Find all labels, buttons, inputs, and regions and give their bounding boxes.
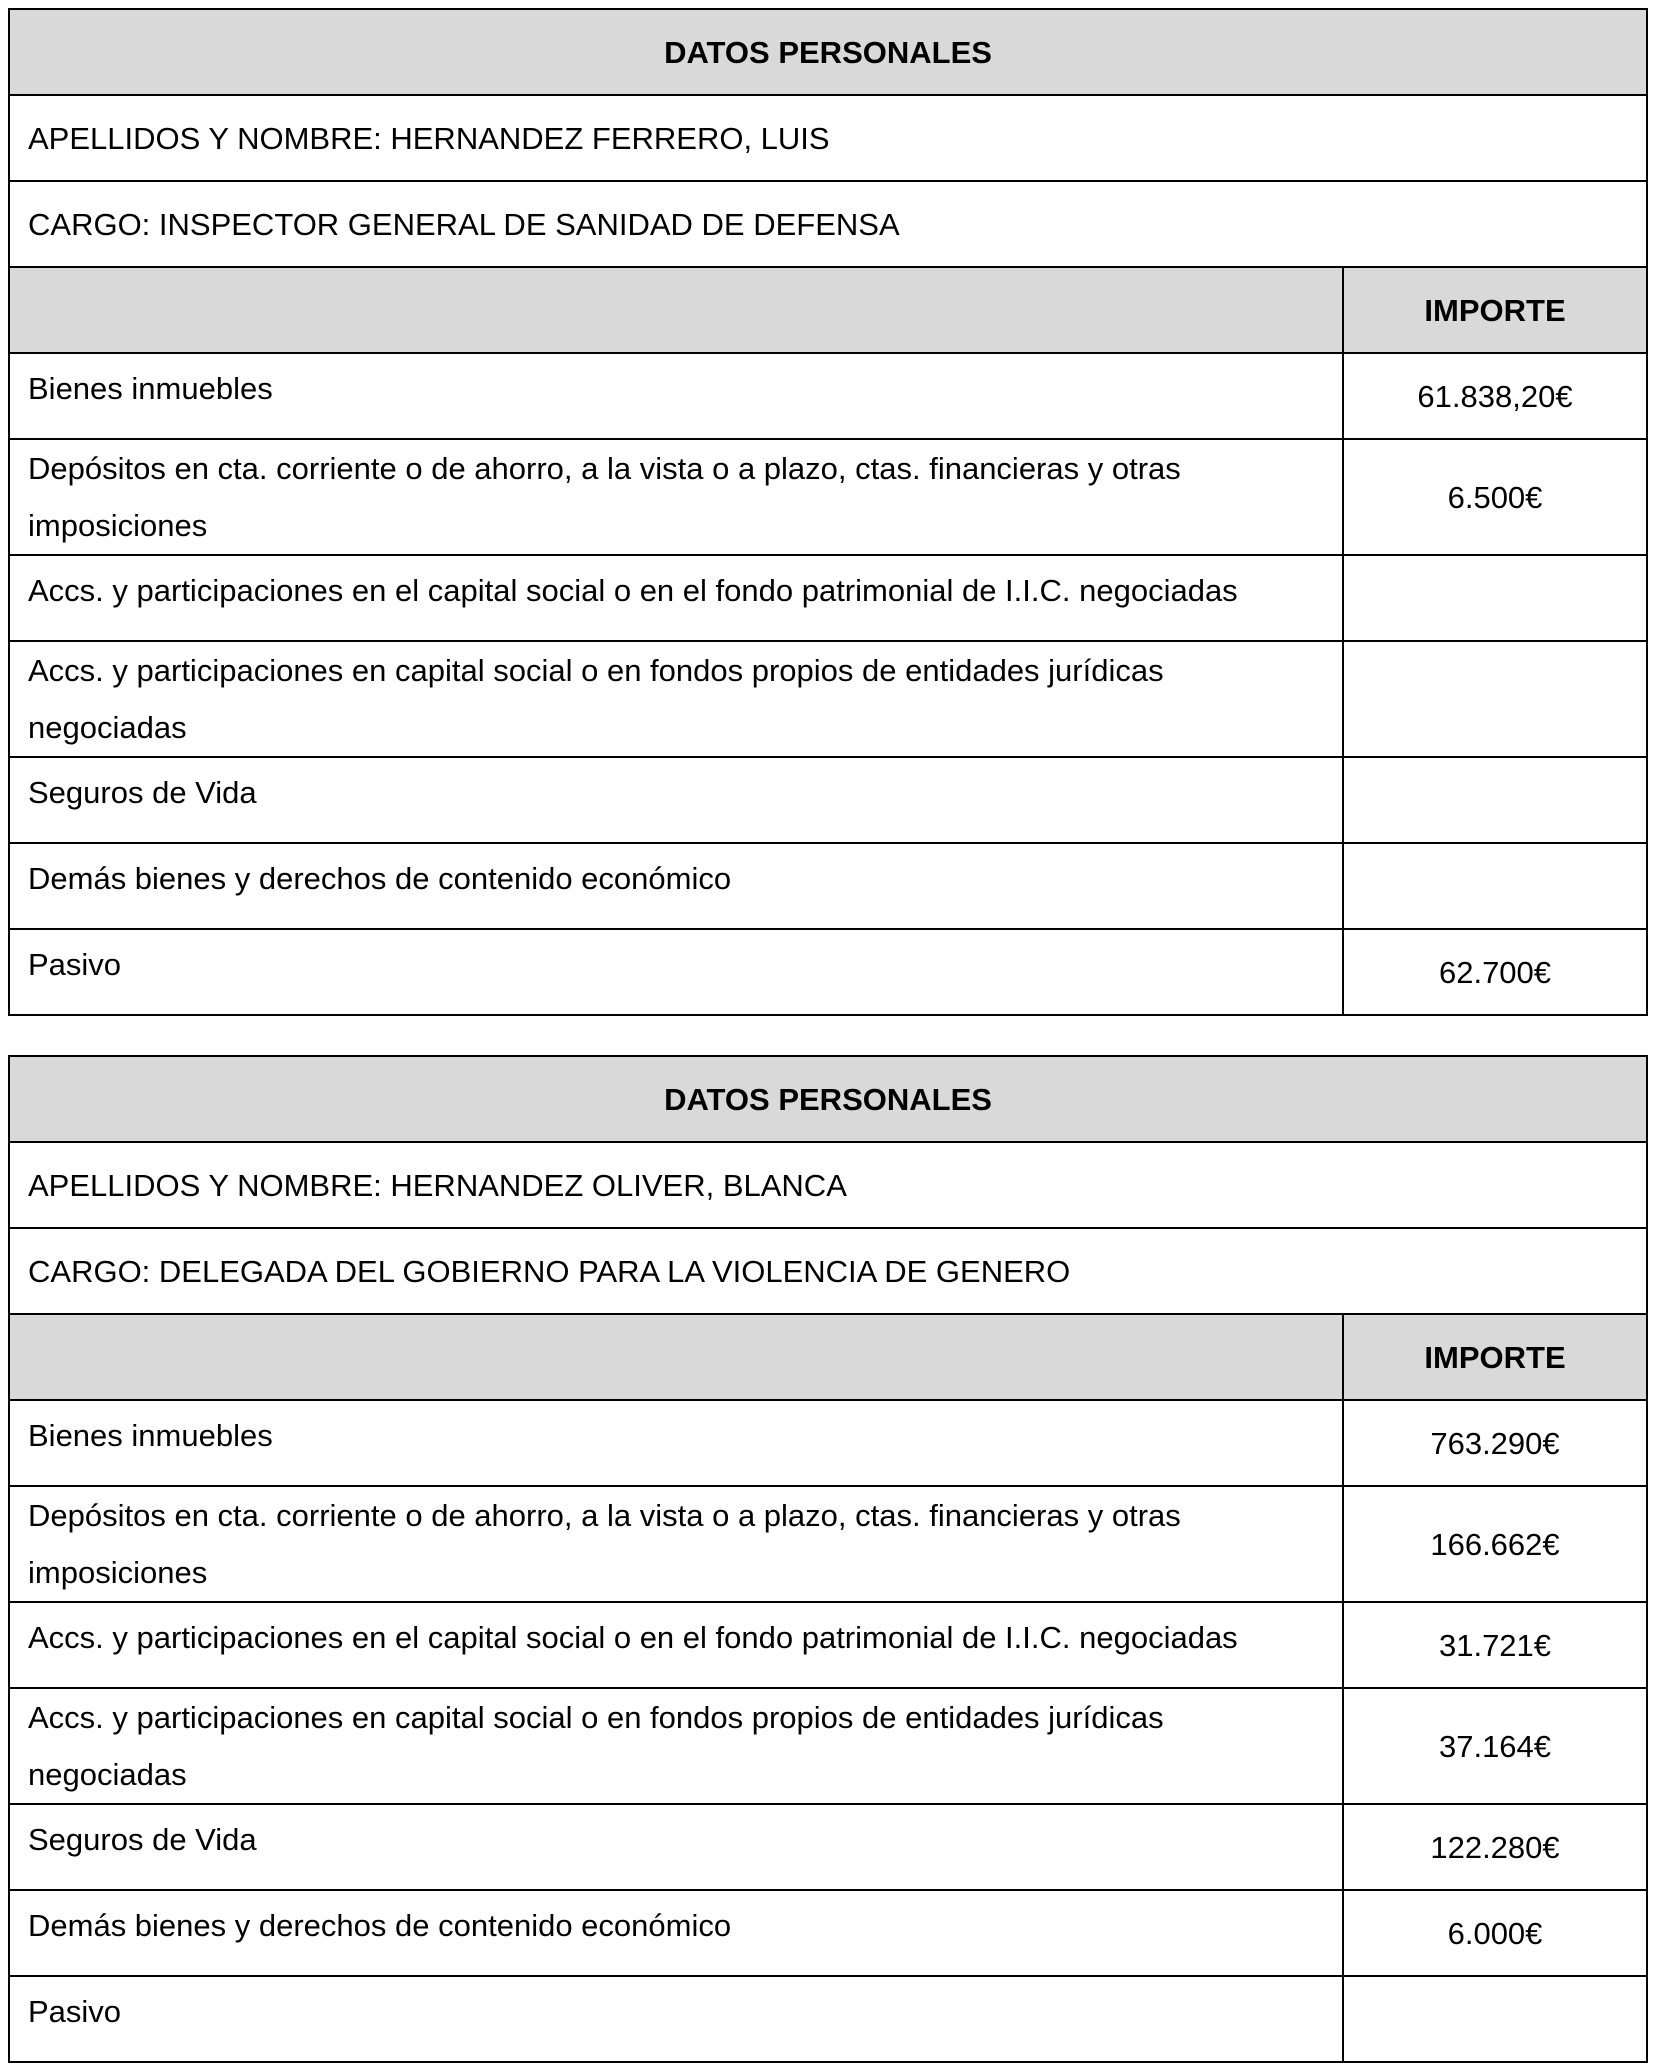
row-amount: 62.700€: [1343, 929, 1647, 1015]
row-label: Demás bienes y derechos de contenido económico: [9, 1890, 1343, 1976]
row-amount: 122.280€: [1343, 1804, 1647, 1890]
row-amount: [1343, 555, 1647, 641]
table-row: [9, 1486, 1647, 1602]
table-row: [9, 353, 1647, 439]
table-row: [9, 439, 1647, 555]
row-label: Seguros de Vida: [9, 757, 1343, 843]
section-title: DATOS PERSONALES: [9, 1056, 1647, 1142]
table-row: [9, 757, 1647, 843]
name-line: APELLIDOS Y NOMBRE: HERNANDEZ OLIVER, BLANCA: [9, 1142, 1647, 1228]
table-row: [9, 1400, 1647, 1486]
table-row: [9, 1602, 1647, 1688]
table-row: [9, 929, 1647, 1015]
row-label: Pasivo: [9, 929, 1343, 1015]
cargo-line: CARGO: DELEGADA DEL GOBIERNO PARA LA VIOLENCIA DE GENERO: [9, 1228, 1647, 1314]
table-row: [9, 641, 1647, 757]
row-amount: [1343, 757, 1647, 843]
row-amount: 6.500€: [1343, 439, 1647, 555]
table-row: [9, 843, 1647, 929]
table-row: [9, 1804, 1647, 1890]
declaration-table: [8, 8, 1648, 1016]
table-row: [9, 1976, 1647, 2062]
row-amount: 37.164€: [1343, 1688, 1647, 1804]
row-amount: 61.838,20€: [1343, 353, 1647, 439]
row-label: Bienes inmuebles: [9, 1400, 1343, 1486]
cargo-line: CARGO: INSPECTOR GENERAL DE SANIDAD DE DEFENSA: [9, 181, 1647, 267]
row-amount: 31.721€: [1343, 1602, 1647, 1688]
row-label: Depósitos en cta. corriente o de ahorro, a la vista o a plazo, ctas. financieras y otras imposiciones: [9, 439, 1343, 555]
row-label: Bienes inmuebles: [9, 353, 1343, 439]
row-label: Accs. y participaciones en el capital social o en el fondo patrimonial de I.I.C. negociadas: [9, 1602, 1343, 1688]
row-amount: [1343, 641, 1647, 757]
row-amount: [1343, 1976, 1647, 2062]
section-title: DATOS PERSONALES: [9, 9, 1647, 95]
row-label: Accs. y participaciones en capital social o en fondos propios de entidades jurídicas negociadas: [9, 641, 1343, 757]
row-label: Seguros de Vida: [9, 1804, 1343, 1890]
header-blank-cell: [9, 267, 1343, 353]
row-label: Depósitos en cta. corriente o de ahorro, a la vista o a plazo, ctas. financieras y otras imposiciones: [9, 1486, 1343, 1602]
row-amount: 166.662€: [1343, 1486, 1647, 1602]
header-blank-cell: [9, 1314, 1343, 1400]
table-row: [9, 1688, 1647, 1804]
table-row: [9, 1890, 1647, 1976]
amount-header: IMPORTE: [1343, 267, 1647, 353]
row-label: Accs. y participaciones en capital social o en fondos propios de entidades jurídicas negociadas: [9, 1688, 1343, 1804]
row-amount: 763.290€: [1343, 1400, 1647, 1486]
row-label: Demás bienes y derechos de contenido económico: [9, 843, 1343, 929]
declaration-table: [8, 1055, 1648, 2063]
row-amount: 6.000€: [1343, 1890, 1647, 1976]
row-label: Pasivo: [9, 1976, 1343, 2062]
amount-header: IMPORTE: [1343, 1314, 1647, 1400]
row-amount: [1343, 843, 1647, 929]
table-row: [9, 555, 1647, 641]
name-line: APELLIDOS Y NOMBRE: HERNANDEZ FERRERO, LUIS: [9, 95, 1647, 181]
row-label: Accs. y participaciones en el capital social o en el fondo patrimonial de I.I.C. negociadas: [9, 555, 1343, 641]
